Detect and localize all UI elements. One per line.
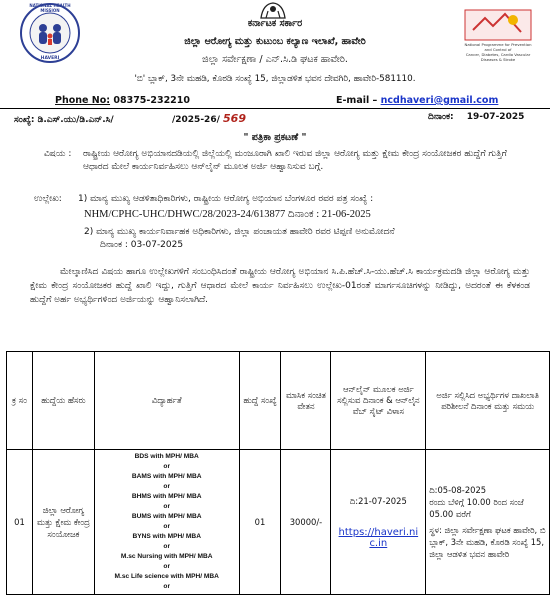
reference-number bbox=[14, 112, 246, 125]
cell-count: 01 bbox=[239, 450, 281, 595]
phone-label: Phone No: bbox=[55, 95, 111, 106]
cell-qualifications bbox=[94, 450, 239, 595]
date-value: 19-07-2025 bbox=[466, 112, 525, 122]
npcdcs-logo bbox=[463, 8, 533, 62]
cell-verification bbox=[426, 450, 550, 595]
verify-time: ರಂದು ಬೆಳಿಗ್ಗೆ 10.00 ರಿಂದ ಸಂಜೆ 05.00 ವರೆಗೆ bbox=[429, 497, 524, 519]
subject-label: ವಿಷಯ : bbox=[44, 149, 72, 159]
office-title: ಜಿಲ್ಲಾ ಸರ್ವೇಕ್ಷಣಾ / ಎನ್.ಸಿ.ಡಿ ಘಟಕ ಹಾವೇರಿ. bbox=[202, 54, 348, 65]
qualification-separator: or bbox=[163, 463, 171, 470]
qualification-item: BYNS with MPH/ MBA bbox=[132, 533, 201, 540]
qualification-separator: or bbox=[163, 543, 171, 550]
cell-salary: 30000/- bbox=[281, 450, 331, 595]
email-line bbox=[336, 95, 498, 106]
qualification-item: M.sc Nursing with MPH/ MBA bbox=[120, 553, 213, 560]
email-link[interactable]: ncdhaveri@gmail.com bbox=[380, 95, 499, 106]
website-link[interactable]: https://haveri.nic.in bbox=[338, 526, 419, 549]
ref-handwritten-number: 569 bbox=[223, 112, 246, 125]
ref-middle: /2025-26/ bbox=[171, 115, 220, 125]
vacancy-table bbox=[6, 351, 550, 595]
state-emblem-icon bbox=[258, 0, 288, 20]
office-address: 'ಬಿ' ಬ್ಲಾಕ್, 3ನೇ ಮಹಡಿ, ಕೊಠಡಿ ಸಂಖ್ಯೆ 15, ಜಿಲ್ಲಾಡಳಿತ ಭವನ ದೇವಗಿರಿ, ಹಾವೇರಿ-581110. bbox=[134, 74, 416, 84]
letter-date bbox=[428, 112, 524, 122]
reference-label: ಉಲ್ಲೇಖ: bbox=[34, 194, 62, 204]
reference-item-2-date: ದಿನಾಂಕ : 03-07-2025 bbox=[100, 240, 184, 250]
phone-line bbox=[55, 95, 190, 106]
header-count: ಹುದ್ದೆ ಸಂಖ್ಯೆ bbox=[239, 352, 281, 450]
qualification-item: BUMS with MPH/ MBA bbox=[131, 513, 202, 520]
date-label: ದಿನಾಂಕ: bbox=[428, 112, 454, 122]
ref-prefix: ಸಂಖ್ಯೆ: ಡಿ.ಎಸ್.ಯು/ಡಿ.ಎನ್.ಸಿ/ bbox=[14, 115, 114, 125]
phone-number: 08375-232210 bbox=[113, 95, 191, 106]
department-title: ಜಿಲ್ಲಾ ಆರೋಗ್ಯ ಮತ್ತು ಕುಟುಂಬ ಕಲ್ಯಾಣ ಇಲಾಖೆ, ಹಾವೇರಿ bbox=[184, 36, 366, 47]
verify-place: ಸ್ಥಳ: ಜಿಲ್ಲಾ ಸರ್ವೇಕ್ಷಣಾ ಘಟಕ ಹಾವೇರಿ, ಬಿ ಬ್ಲಾಕ್, 3ನೇ ಮಹಡಿ, ಕೊಠಡಿ ಸಂಖ್ಯೆ 15, ಜಿಲ್ಲಾ ಆಡಳಿತ ಭವನ ಹಾವೇರಿ bbox=[429, 525, 546, 559]
table-row bbox=[7, 450, 550, 595]
header-sl: ಕ್ರ ಸಂ bbox=[7, 352, 33, 450]
reference-item-1-number: NHM/CPHC-UHC/DHWC/28/2023-24/613877 ದಿನಾಂಕ : 21-06-2025 bbox=[84, 209, 371, 220]
qualification-item: M.sc Life science with MPH/ MBA bbox=[114, 573, 219, 580]
verify-date: ದಿ:05-08-2025 bbox=[429, 485, 487, 495]
qualification-item: BHMS with MPH/ MBA bbox=[131, 493, 202, 500]
qualification-separator: or bbox=[163, 483, 171, 490]
header-qualification: ವಿದ್ಯಾರ್ಹತೆ bbox=[94, 352, 239, 450]
npcdcs-logo-line1: National Programme for Prevention and Control of bbox=[464, 42, 532, 52]
qualification-separator: or bbox=[163, 583, 171, 590]
qualification-separator: or bbox=[163, 523, 171, 530]
press-note-title: " ಪತ್ರಿಕಾ ಪ್ರಕಟಣೆ " bbox=[243, 132, 307, 143]
qualification-separator: or bbox=[163, 503, 171, 510]
qualification-item: BAMS with MPH/ MBA bbox=[131, 473, 202, 480]
table-header-row bbox=[7, 352, 550, 450]
reference-item-2: 2) ಮಾನ್ಯ ಮುಖ್ಯ ಕಾರ್ಯನಿರ್ವಾಹಕ ಅಧಿಕಾರಿಗಳು, ಜಿಲ್ಲಾ ಪಂಚಾಯತ ಹಾವೇರಿ ರವರ ಟಿಪ್ಪಣಿ ಅನುಮೋದನೆ bbox=[84, 227, 395, 237]
cell-sl: 01 bbox=[7, 450, 33, 595]
header-online: ಆನ್‌ಲೈನ್ ಮೂಲಕ ಅರ್ಜಿ ಸಲ್ಲಿಸುವ ದಿನಾಂಕ & ಆನ್‌ಲೈನ ವೆಬ್ ಸೈಟ್ ವಿಳಾಸ bbox=[331, 352, 426, 450]
email-label: E-mail – bbox=[336, 95, 378, 106]
npcdcs-logo-line2: Cancer, Diabetes, Cardio Vascular Diseases & Stroke bbox=[465, 52, 531, 62]
subject-text: ರಾಷ್ಟ್ರೀಯ ಆರೋಗ್ಯ ಅಭಿಯಾನದಡಿಯಲ್ಲಿ ಜಿಲ್ಲೆಯಲ್ಲಿ ಮಂಜೂರಾಗಿ ಖಾಲಿ ಇರುವ ಜಿಲ್ಲಾ ಆರೋಗ್ಯ ಮತ್ತು ಕ್ಷೇಮ ಕೇಂದ್ರ ಸಂಯೋಜಕರ ಹುದ್ದೆಗೆ ಗುತ್ತಿಗೆ ಆಧಾರದ ಮೇಲೆ ಕಾರ್ಯನಿರ್ವಹಿಸಲು ಆನ್‌ಲೈನ್ ಮೂಲಕ ಅರ್ಜಿ ಆಹ್ವಾನಿಸುವ ಬಗ್ಗೆ. bbox=[83, 149, 507, 172]
body-paragraph: ಮೇಲ್ಕಾಣಿಸಿದ ವಿಷಯ ಹಾಗೂ ಉಲ್ಲೇಖಗಳಿಗೆ ಸಂಬಂಧಿಸಿದಂತೆ ರಾಷ್ಟ್ರೀಯ ಆರೋಗ್ಯ ಅಭಿಯಾನ ಸಿ.ಪಿ.ಹೆಚ್.ಸಿ-ಯು.ಹೆಚ್.ಸಿ ಕಾರ್ಯಕ್ರಮದಡಿ ಜಿಲ್ಲಾ ಆರೋಗ್ಯ ಮತ್ತು ಕ್ಷೇಮ ಕೇಂದ್ರ ಸಂಯೋಜಕರ ಹುದ್ದೆ ಖಾಲಿ ಇದ್ದು, ಗುತ್ತಿಗೆ ಆಧಾರದ ಮೇಲೆ ಕಾರ್ಯ ನಿರ್ವಹಿಸಲು ಉಲ್ಲೇಖ-01ರಂತೆ ಮಾರ್ಗಸೂಚಿಗಳನ್ನು ನೀಡಿದ್ದು, ಅದರಂತೆ ಈ ಕೆಳಕಂಡ ಹುದ್ದೆಗೆ ಅರ್ಹ ಅಭ್ಯರ್ಥಿಗಳಿಂದ ಅರ್ಜಿಯನ್ನು ಆಹ್ವಾನಿಸಲಾಗಿದೆ. bbox=[30, 267, 530, 305]
header-divider bbox=[0, 108, 550, 109]
header-post: ಹುದ್ದೆಯ ಹೆಸರು bbox=[32, 352, 94, 450]
npcdcs-logo-text bbox=[463, 42, 533, 62]
nhm-logo-district: HAVERI bbox=[40, 56, 60, 61]
online-date: ದಿ:21-07-2025 bbox=[349, 495, 407, 506]
qualification-item: BDS with MPH/ MBA bbox=[134, 453, 199, 460]
cell-online bbox=[331, 450, 426, 595]
gov-title: ಕರ್ನಾಟಕ ಸರ್ಕಾರ bbox=[247, 18, 303, 29]
header-salary: ಮಾಸಿಕ ಸಂಚಿತ ವೇತನ bbox=[281, 352, 331, 450]
nhm-logo bbox=[19, 2, 81, 64]
qualification-separator: or bbox=[163, 563, 171, 570]
reference-item-1: 1) ಮಾನ್ಯ ಮುಖ್ಯ ಆಡಳಿತಾಧಿಕಾರಿಗಳು, ರಾಷ್ಟ್ರೀಯ ಆರೋಗ್ಯ ಅಭಿಯಾನ ಬೆಂಗಳೂರ ರವರ ಪತ್ರ ಸಂಖ್ಯೆ : bbox=[78, 194, 374, 204]
header-verification: ಅರ್ಜಿ ಸಲ್ಲಿಸಿದ ಅಭ್ಯರ್ಥಿಗಳ ದಾಖಲಾತಿ ಪರಿಶೀಲನೆ ದಿನಾಂಕ ಮತ್ತು ಸಮಯ bbox=[426, 352, 550, 450]
cell-post: ಜಿಲ್ಲಾ ಆರೋಗ್ಯ ಮತ್ತು ಕ್ಷೇಮ ಕೇಂದ್ರ ಸಂಯೋಜಕ bbox=[32, 450, 94, 595]
nhm-logo-text: NATIONAL HEALTH MISSION bbox=[29, 3, 71, 13]
